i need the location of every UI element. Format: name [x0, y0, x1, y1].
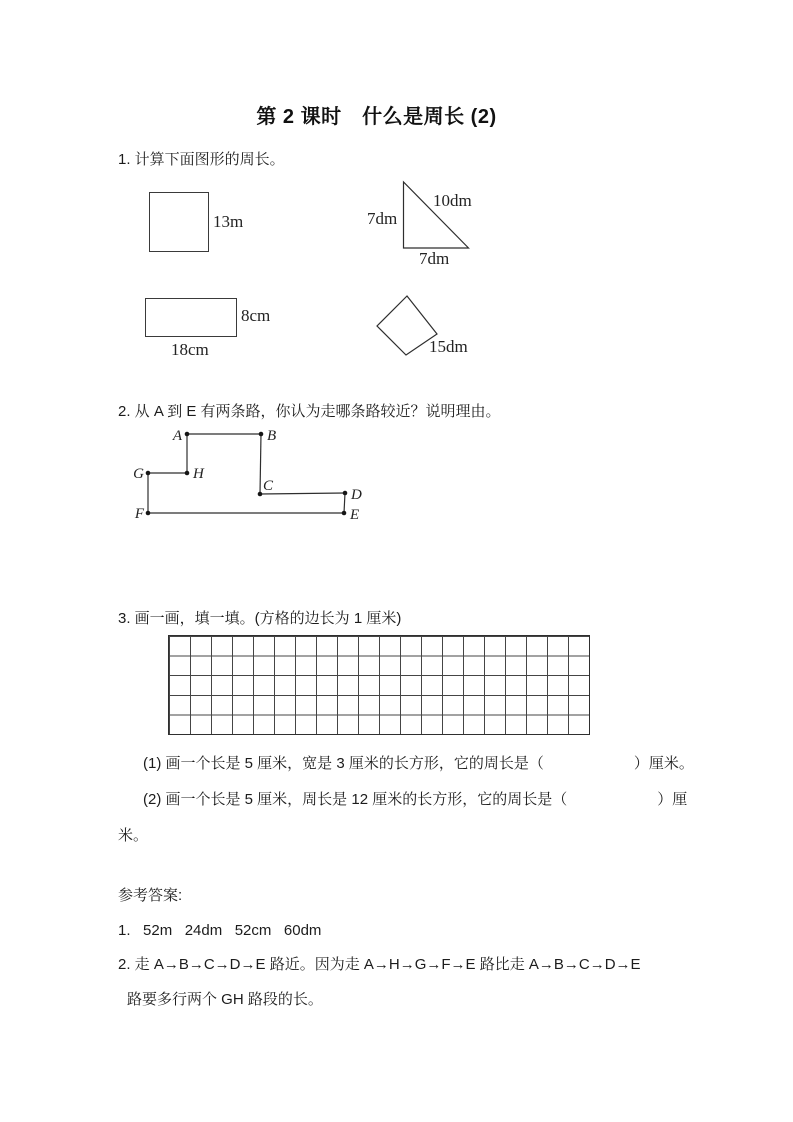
diamond-side-label: 15dm: [429, 337, 468, 356]
answer-2-line1: 2. 走 A→B→C→D→E 路近。因为走 A→H→G→F→E 路比走 A→B→C→D→E: [118, 956, 641, 973]
answer-1: 1. 52m 24dm 52cm 60dm: [118, 922, 322, 939]
triangle-base-label: 7dm: [419, 249, 450, 268]
square-side-label: 13m: [213, 212, 244, 231]
point-dot-h: [185, 471, 190, 476]
q2-prompt: 2. 从 A 到 E 有两条路，你认为走哪条路较近？说明理由。: [118, 403, 501, 420]
q3-sub2-line2: 米。: [118, 827, 149, 844]
path-diagram: [130, 425, 400, 525]
point-label-b: B: [267, 428, 277, 444]
point-label-h: H: [193, 466, 204, 482]
diamond-outline: [377, 296, 437, 355]
q3-prompt: 3. 画一画，填一填。(方格的边长为 1 厘米): [118, 610, 402, 627]
triangle-left-label: 7dm: [367, 209, 398, 228]
triangle-shape: [395, 176, 480, 256]
rectangle-width-label: 18cm: [171, 340, 209, 359]
answer-2-line2: 路要多行两个 GH 路段的长。: [127, 991, 323, 1008]
q3-sub1: (1) 画一个长是 5 厘米，宽是 3 厘米的长方形，它的周长是（ ）厘米。: [143, 755, 694, 772]
segment-d-e: [344, 493, 345, 513]
point-label-g: G: [133, 466, 144, 482]
point-dot-d: [343, 491, 348, 496]
rectangle-shape: [145, 298, 237, 337]
point-label-a: A: [172, 428, 182, 444]
cm-grid: [168, 635, 590, 735]
point-label-c: C: [263, 478, 274, 494]
point-dot-g: [146, 471, 151, 476]
point-dot-a: [185, 432, 190, 437]
page-title: 第 2 课时 什么是周长 (2): [256, 106, 497, 128]
point-dot-b: [259, 432, 264, 437]
segment-b-c: [260, 434, 261, 494]
point-label-d: D: [351, 487, 362, 503]
point-label-f: F: [134, 506, 144, 522]
point-dot-e: [342, 511, 347, 516]
point-dot-f: [146, 511, 151, 516]
answers-heading: 参考答案:: [118, 887, 183, 904]
rectangle-height-label: 8cm: [241, 306, 271, 325]
q3-sub2-line1: (2) 画一个长是 5 厘米，周长是 12 厘米的长方形，它的周长是（ ）厘: [143, 791, 688, 808]
point-dot-c: [258, 492, 263, 497]
square-shape: [149, 192, 209, 252]
triangle-hypotenuse-label: 10dm: [433, 191, 472, 210]
q1-prompt: 1. 计算下面图形的周长。: [118, 151, 285, 168]
point-label-e: E: [350, 507, 360, 523]
